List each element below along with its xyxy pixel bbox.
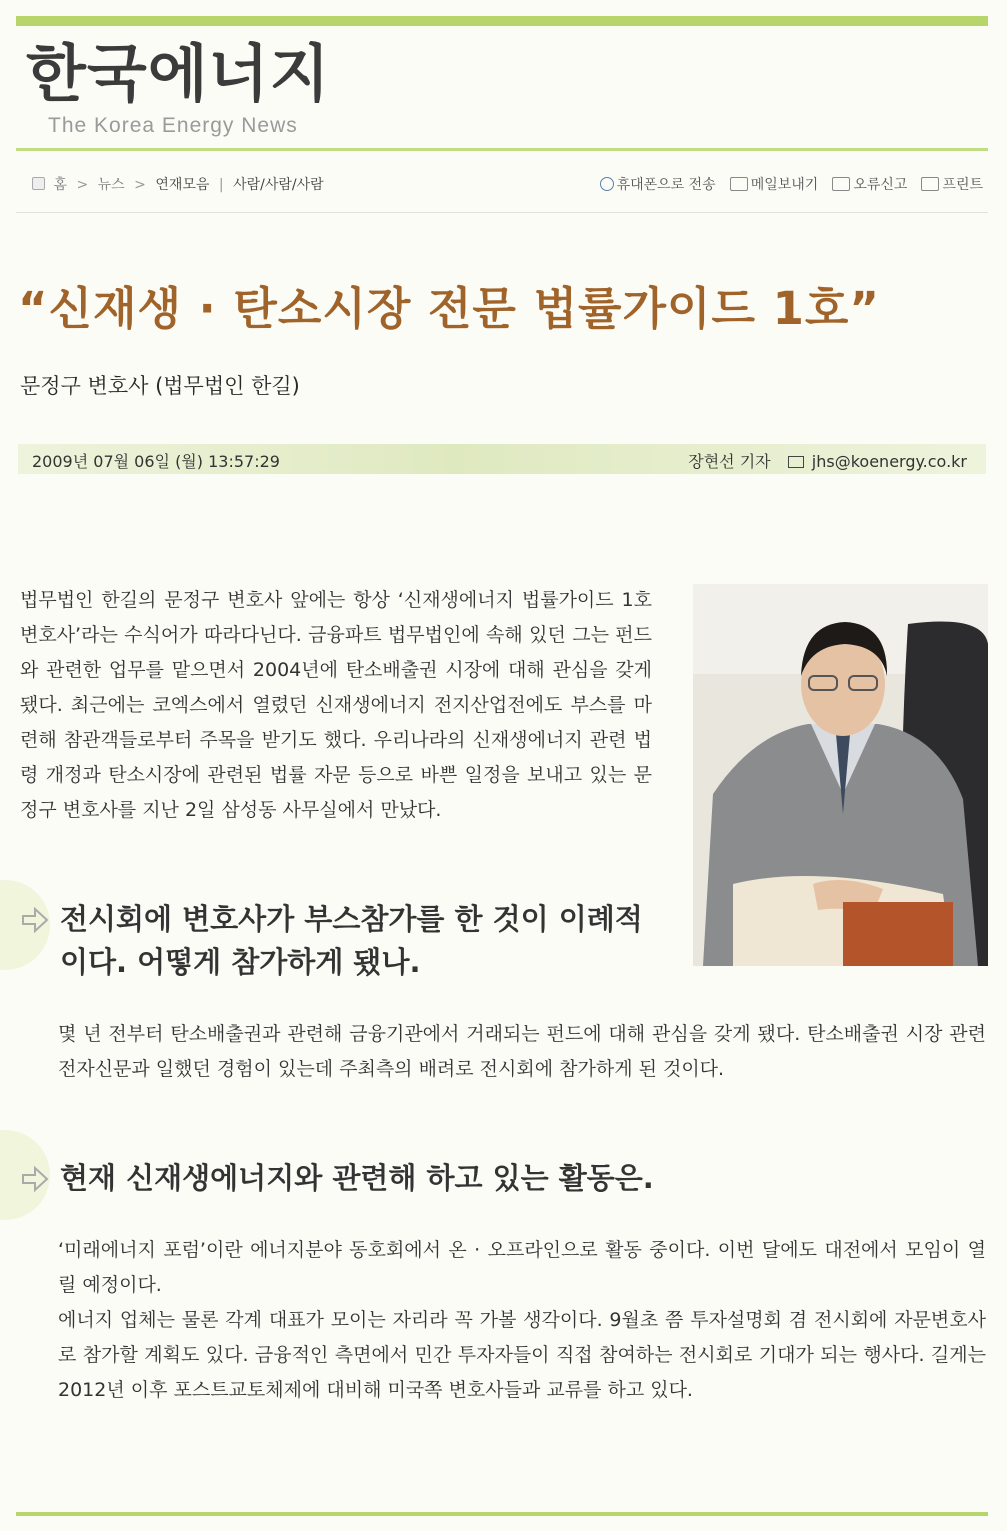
masthead-logo[interactable]: 한국에너지 xyxy=(26,37,331,110)
bottom-accent-bar xyxy=(16,1512,988,1516)
report-error-button[interactable] xyxy=(832,174,907,194)
question-2: 현재 신재생에너지와 관련해 하고 있는 활동은. xyxy=(60,1161,654,1195)
article-headline: “신재생 · 탄소시장 전문 법률가이드 1호” xyxy=(18,282,880,335)
toolbar-divider xyxy=(16,212,988,213)
answer-2 xyxy=(58,1233,986,1408)
email-icon xyxy=(788,456,804,468)
breadcrumb-separator: > xyxy=(76,177,89,193)
breadcrumb-divider: | xyxy=(218,177,224,193)
article-byline xyxy=(688,449,967,472)
breadcrumb-news[interactable]: 뉴스 xyxy=(97,177,125,193)
article-tools xyxy=(600,174,983,194)
phone-icon xyxy=(600,177,614,191)
breadcrumb xyxy=(32,174,324,194)
send-to-phone-button[interactable] xyxy=(600,174,716,194)
interviewee-photo xyxy=(693,584,988,966)
article-subheadline: 문정구 변호사 (법무법인 한길) xyxy=(20,374,300,398)
mail-icon xyxy=(730,177,748,191)
masthead-subtitle: The Korea Energy News xyxy=(48,114,298,137)
report-error-label: 오류신고 xyxy=(853,177,908,193)
answer-2-paragraph-2: 에너지 업체는 물론 각계 대표가 모이는 자리라 꼭 가볼 생각이다. 9월초 쯤 투자설명회 겸 전시회에 자문변호사로 참가할 계획도 있다. 금융적인 측면에서 민간 투자자들이 직접 참여하는 전시회로 기대가 되는 행사다. 길게는 2012년 이후 포스트교토체제에 대비해 미국쪽 변호사들과 교류를 하고 있다. xyxy=(58,1309,986,1401)
report-icon xyxy=(832,177,850,191)
print-label: 프린트 xyxy=(942,177,983,193)
arrow-right-icon xyxy=(20,1164,50,1194)
send-to-phone-label: 휴대폰으로 전송 xyxy=(616,177,716,193)
answer-2-paragraph-1: ‘미래에너지 포럼’이란 에너지분야 동호회에서 온 · 오프라인으로 활동 중이다. 이번 달에도 대전에서 모임이 열릴 예정이다. xyxy=(58,1239,986,1296)
breadcrumb-series[interactable]: 연재모음 xyxy=(155,177,210,193)
breadcrumb-current[interactable]: 사람/사람/사람 xyxy=(233,177,324,193)
question-1: 전시회에 변호사가 부스참가를 한 것이 이례적이다. 어떻게 참가하게 됐나. xyxy=(60,902,643,979)
breadcrumb-home[interactable]: 홈 xyxy=(53,177,67,193)
send-mail-button[interactable] xyxy=(730,174,819,194)
top-accent-bar xyxy=(16,16,988,26)
arrow-right-icon xyxy=(20,905,50,935)
answer-1: 몇 년 전부터 탄소배출권과 관련해 금융기관에서 거래되는 펀드에 대해 관심을 갖게 됐다. 탄소배출권 시장 관련 전자신문과 일했던 경험이 있는데 주최측의 배려로 전시회에 참가하게 된 것이다. xyxy=(58,1023,986,1080)
article-date: 2009년 07월 06일 (월) 13:57:29 xyxy=(32,452,280,471)
author-name: 장현선 기자 xyxy=(688,452,771,471)
article-intro: 법무법인 한길의 문정구 변호사 앞에는 항상 ‘신재생에너지 법률가이드 1호 변호사’라는 수식어가 따라다닌다. 금융파트 법무법인에 속해 있던 그는 펀드와 관련한 업무를 맡으면서 2004년에 탄소배출권 시장에 대해 관심을 갖게 됐다. 최근에는 코엑스에서 열렸던 신재생에너지 전지산업전에도 부스를 마련해 참관객들로부터 주목을 받기도 했다. 우리나라의 신재생에너지 관련 법령 개정과 탄소시장에 관련된 법률 자문 등으로 바쁜 일정을 보내고 있는 문정구 변호사를 지난 2일 삼성동 사무실에서 만났다. xyxy=(20,589,652,821)
author-email[interactable]: jhs@koenergy.co.kr xyxy=(811,452,967,471)
send-mail-label: 메일보내기 xyxy=(750,177,819,193)
header-divider xyxy=(16,148,988,151)
print-button[interactable] xyxy=(921,174,983,194)
breadcrumb-separator: > xyxy=(134,177,146,193)
home-icon[interactable] xyxy=(32,177,45,190)
print-icon xyxy=(921,177,939,191)
